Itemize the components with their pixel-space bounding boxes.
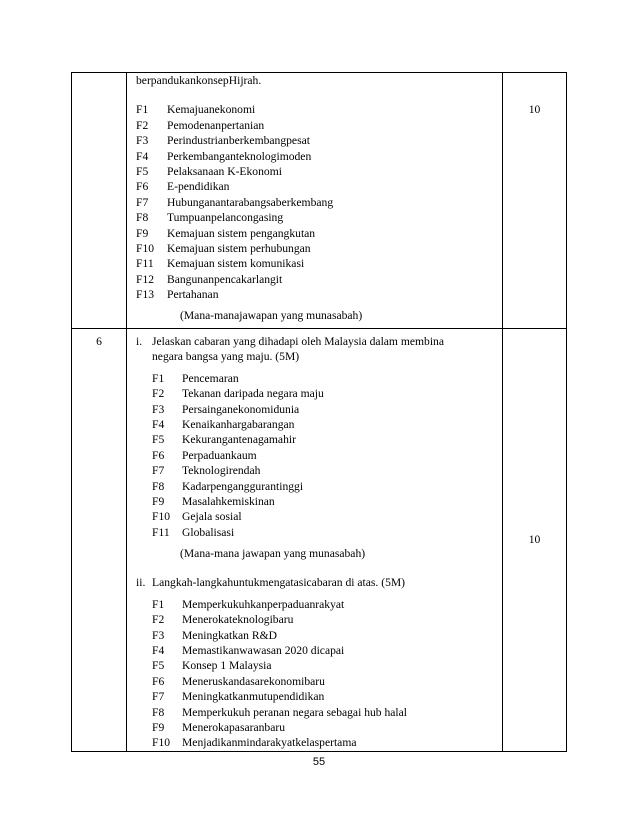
list-item: [152, 597, 498, 612]
list-item-text: Kemajuan sistem komunikasi: [167, 257, 305, 271]
list-item-text: Persainganekonomidunia: [182, 402, 300, 416]
list-item-label: F7: [152, 464, 165, 478]
list-item: [136, 195, 498, 210]
answer-cell: [127, 73, 503, 329]
list-item-label: F6: [136, 180, 149, 194]
list-item: [136, 287, 498, 302]
marks-value: 10: [528, 533, 541, 547]
list-item-text: Kemajuanekonomi: [167, 103, 256, 117]
list-item: [152, 432, 498, 447]
question-number-cell: 6: [72, 329, 127, 752]
list-item: [152, 509, 498, 524]
list-item: [152, 674, 498, 689]
list-item-text: Bangunanpencakarlangit: [167, 272, 283, 286]
list-item-label: F6: [152, 448, 165, 462]
list-item-label: F2: [152, 613, 165, 627]
list-item-text: Pemodenanpertanian: [167, 118, 265, 132]
list-item-label: F2: [152, 387, 165, 401]
list-item-text: Kemajuan sistem perhubungan: [167, 241, 311, 255]
list-item: [136, 179, 498, 194]
list-item-label: F4: [152, 644, 165, 658]
list-item: [152, 735, 498, 750]
list-item-text: Pencemaran: [182, 371, 239, 385]
list-item-text: Memastikanwawasan 2020 dicapai: [182, 644, 345, 658]
list-item-text: Masalahkemiskinan: [182, 494, 275, 508]
list-item-label: F3: [136, 134, 149, 148]
list-item-label: F8: [152, 705, 165, 719]
list-item: [152, 371, 498, 386]
list-item: [152, 658, 498, 673]
list-item: [136, 226, 498, 241]
list-item: [136, 102, 498, 117]
list-item-label: F10: [152, 736, 171, 750]
list-item-text: Tekanan daripada negara maju: [182, 387, 324, 401]
list-item: [152, 402, 498, 417]
list-item-label: F5: [136, 164, 149, 178]
table-row-continued: [72, 73, 567, 329]
list-item-label: F3: [152, 402, 165, 416]
table-row-question-6: [72, 329, 567, 752]
list-item-text: Memperkukuhkanperpaduanrakyat: [182, 597, 345, 611]
answer-list: [136, 102, 498, 302]
list-item-label: F2: [136, 118, 149, 132]
marks-value: 10: [528, 103, 541, 116]
list-item-label: F9: [136, 226, 149, 240]
list-item-label: F1: [152, 597, 165, 611]
list-item-text: Menjadikanmindarakyatkelaspertama: [182, 736, 357, 750]
list-item-label: F9: [152, 720, 165, 734]
list-item-text: Kekurangantenagamahir: [182, 433, 296, 447]
list-item-label: F8: [152, 479, 165, 493]
part-ii-question-text: Langkah-langkahuntukmengatasicabaran di atas. (5M): [152, 576, 406, 590]
list-item: [152, 705, 498, 720]
list-item-text: Perkembanganteknologimoden: [167, 149, 312, 163]
marks-cell: [503, 73, 567, 329]
list-item-label: F11: [152, 525, 170, 539]
list-item: [152, 525, 498, 540]
answer-intro: berpandukankonsepHijrah.: [136, 74, 262, 87]
list-item: [152, 612, 498, 627]
list-item: [152, 463, 498, 478]
list-item-text: Gejala sosial: [182, 510, 242, 524]
list-item-text: Perindustrianberkembangpesat: [167, 134, 310, 148]
list-item-text: Kenaikanhargabarangan: [182, 417, 295, 431]
list-item-label: F5: [152, 433, 165, 447]
marking-scheme-table: [71, 72, 567, 752]
part-i-question: [136, 334, 498, 349]
part-ii-question: [136, 575, 498, 590]
list-item: [136, 241, 498, 256]
list-item-label: F6: [152, 674, 165, 688]
marks-cell: [503, 329, 567, 752]
list-item-text: Globalisasi: [182, 525, 235, 539]
list-item-text: Perpaduankaum: [182, 448, 257, 462]
list-item-label: F8: [136, 211, 149, 225]
list-item-text: E-pendidikan: [167, 180, 230, 194]
list-item-text: Kadarpenganggurantinggi: [182, 479, 304, 493]
list-item: [152, 689, 498, 704]
list-item: [136, 164, 498, 179]
list-item: [152, 494, 498, 509]
list-item-label: F1: [152, 371, 165, 385]
list-item-text: Memperkukuh peranan negara sebagai hub halal: [182, 705, 408, 719]
answer-cell: [127, 329, 503, 752]
list-item-label: F4: [136, 149, 149, 163]
list-item: [136, 133, 498, 148]
part-ii-answer-list: [136, 597, 498, 751]
list-item: [152, 448, 498, 463]
list-item-text: Konsep 1 Malaysia: [182, 659, 272, 673]
part-i-answer-list: [136, 371, 498, 540]
list-item-text: Meningkatkan R&D: [182, 628, 277, 642]
list-item-text: Menerokapasaranbaru: [182, 720, 286, 734]
list-item-text: Hubunganantarabangsaberkembang: [167, 195, 334, 209]
list-item-text: Teknologirendah: [182, 464, 261, 478]
question-number-cell: [72, 73, 127, 329]
list-item-label: F7: [136, 195, 149, 209]
list-item-text: Meneruskandasarekonomibaru: [182, 674, 325, 688]
list-item: [136, 149, 498, 164]
list-item-text: Tumpuanpelancongasing: [167, 211, 284, 225]
part-i-note: (Mana-mana jawapan yang munasabah): [180, 547, 366, 561]
answer-note: (Mana-manajawapan yang munasabah): [180, 309, 363, 323]
list-item: [136, 256, 498, 271]
list-item-text: Kemajuan sistem pengangkutan: [167, 226, 316, 240]
list-item-text: Menerokateknologibaru: [182, 613, 294, 627]
part-ii-label: ii.: [136, 576, 146, 590]
list-item-label: F12: [136, 272, 155, 286]
list-item: [152, 720, 498, 735]
list-item-text: Meningkatkanmutupendidikan: [182, 690, 325, 704]
list-item-label: F10: [136, 241, 155, 255]
list-item-label: F5: [152, 659, 165, 673]
list-item: [152, 386, 498, 401]
list-item: [152, 643, 498, 658]
list-item-text: Pelaksanaan K-Ekonomi: [167, 164, 282, 178]
list-item-label: F7: [152, 690, 165, 704]
list-item-label: F1: [136, 103, 149, 117]
list-item-label: F10: [152, 510, 171, 524]
part-i-question-line1: Jelaskan cabaran yang dihadapi oleh Malaysia dalam membina: [152, 335, 444, 348]
list-item-text: Pertahanan: [167, 288, 219, 302]
list-item: [136, 118, 498, 133]
page-number: 55: [312, 756, 326, 768]
list-item: [136, 210, 498, 225]
list-item: [152, 628, 498, 643]
list-item-label: F4: [152, 417, 165, 431]
list-item-label: F3: [152, 628, 165, 642]
part-i-question-line2: negara bangsa yang maju. (5M): [152, 350, 300, 364]
list-item-label: F9: [152, 494, 165, 508]
list-item: [152, 479, 498, 494]
list-item: [136, 272, 498, 287]
list-item-label: F13: [136, 288, 155, 302]
list-item-label: F11: [136, 257, 154, 271]
list-item: [152, 417, 498, 432]
part-i-label: i.: [136, 335, 143, 348]
